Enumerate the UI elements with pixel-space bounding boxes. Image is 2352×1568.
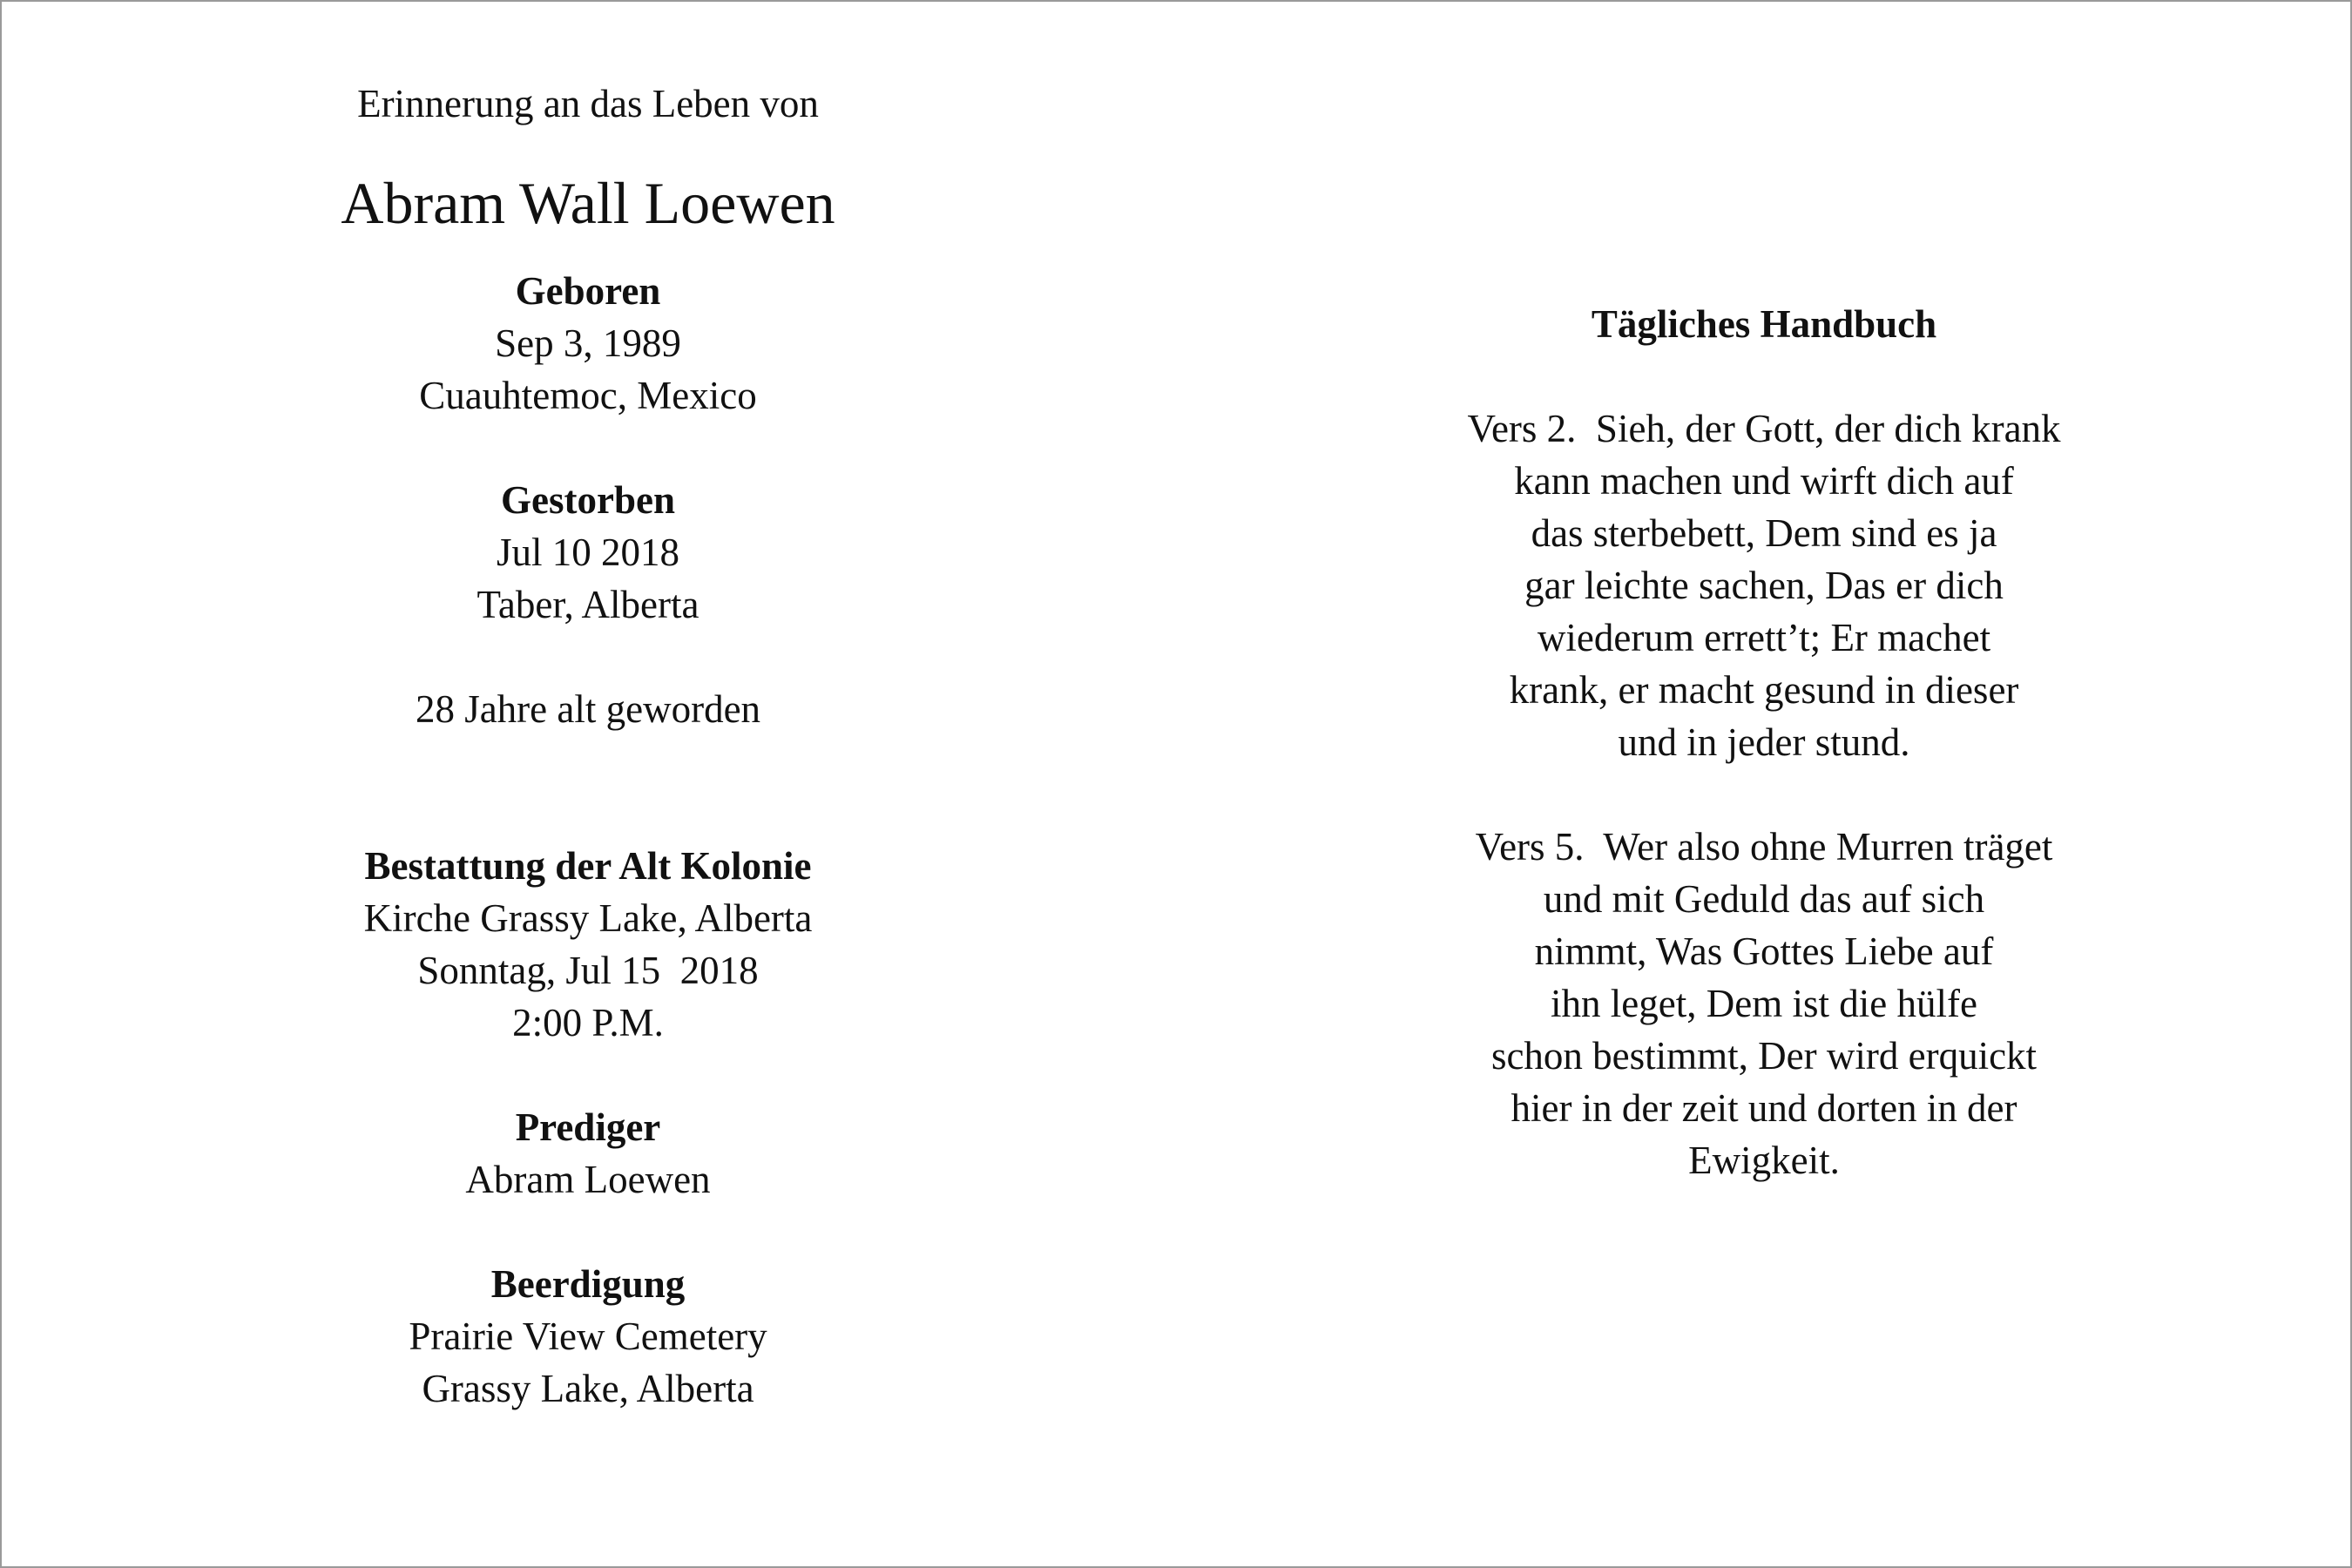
verse-line: hier in der zeit und dorten in der [1511, 1086, 2017, 1130]
verse-line: Vers 2. Sieh, der Gott, der dich krank [1467, 407, 2061, 450]
verse-line: Vers 5. Wer also ohne Murren träget [1475, 825, 2053, 868]
service-time: 2:00 P.M. [512, 1001, 664, 1044]
verse-5-block [1372, 821, 2156, 1186]
hymn-panel [1372, 298, 2156, 1186]
death-place: Taber, Alberta [476, 583, 700, 626]
preacher-heading: Prediger [515, 1105, 661, 1149]
birth-section [179, 265, 997, 422]
verse-line: wiederum errett’t; Er machet [1537, 616, 1991, 659]
service-section [179, 840, 997, 1049]
death-date: Jul 10 2018 [496, 531, 679, 574]
age-text: 28 Jahre alt geworden [415, 687, 761, 731]
verse-line: das sterbebett, Dem sind es ja [1531, 511, 1997, 555]
intro-text: Erinnerung an das Leben von [357, 82, 819, 125]
burial-cemetery: Prairie View Cemetery [409, 1315, 767, 1358]
preacher-section [179, 1101, 997, 1206]
verse-line: Ewigkeit. [1688, 1139, 1840, 1182]
service-heading: Bestattung der Alt Kolonie [364, 844, 812, 888]
death-heading: Gestorben [501, 478, 675, 522]
verse-line: kann machen und wirft dich auf [1514, 459, 2014, 503]
age-section [179, 683, 997, 735]
verse-line: und mit Geduld das auf sich [1543, 877, 1985, 921]
birth-place: Cuauhtemoc, Mexico [419, 374, 757, 417]
birth-date: Sep 3, 1989 [495, 321, 681, 365]
verse-line: schon bestimmt, Der wird erquickt [1490, 1034, 2038, 1078]
hymn-title: Tägliches Handbuch [1591, 302, 1937, 346]
deceased-name: Abram Wall Loewen [341, 170, 835, 236]
verse-line: und in jeder stund. [1618, 720, 1910, 764]
verse-line: gar leichte sachen, Das er dich [1524, 564, 2004, 607]
verse-line: ihn leget, Dem ist die hülfe [1551, 982, 1977, 1025]
service-location: Kirche Grassy Lake, Alberta [363, 896, 813, 940]
verse-2-block [1372, 402, 2156, 768]
verse-line: nimmt, Was Gottes Liebe auf [1534, 929, 1994, 973]
memorial-info-panel [179, 77, 997, 1415]
burial-place: Grassy Lake, Alberta [422, 1367, 754, 1410]
burial-heading: Beerdigung [490, 1262, 686, 1306]
birth-heading: Geboren [515, 269, 661, 313]
preacher-name: Abram Loewen [465, 1158, 711, 1201]
death-section [179, 474, 997, 631]
verse-line: krank, er macht gesund in dieser [1509, 668, 2019, 712]
service-date: Sonntag, Jul 15 2018 [417, 949, 759, 992]
burial-section [179, 1258, 997, 1415]
